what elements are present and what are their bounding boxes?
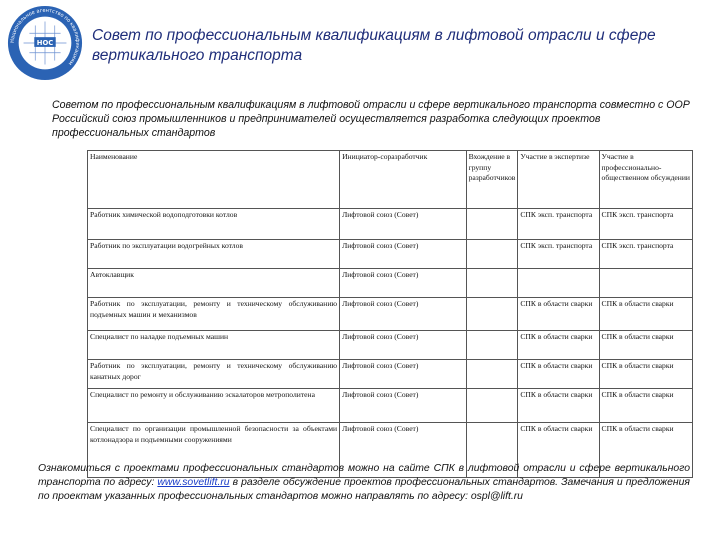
intro-paragraph: Советом по профессиональным квалификациям в лифтовой отрасли и сфере вертикального транспорта совместно с ООР Российский союз промышленников и предпринимателей осуществляется разработка следующих проектов профессиональных стандартов: [52, 99, 690, 139]
page-title: Совет по профессиональным квалификациям в лифтовой отрасли и сфере вертикального транспорта: [92, 27, 656, 64]
header-group: Вхождение в группу разработчиков: [466, 151, 518, 209]
cell-name: Работник по эксплуатации, ремонту и техническому обслуживанию подъемных машин и механизмов: [88, 298, 340, 331]
table-header-row: [88, 151, 693, 209]
table-row: [88, 209, 693, 240]
cell-name: Автоклавщик: [88, 269, 340, 298]
website-link[interactable]: www.sovetlift.ru: [157, 477, 230, 489]
cell-group: [466, 360, 518, 389]
header-discussion: Участие в профессионально-общественном обсуждении: [599, 151, 692, 209]
cell-name: Работник по эксплуатации водогрейных котлов: [88, 240, 340, 269]
table-row: [88, 298, 693, 331]
footer-text-after: в разделе обсуждение проектов профессиональных стандартов. Замечания и предложения по проектам указанных профессиональных стандартов можно направлять по адресу: ospl@lift.ru: [38, 477, 690, 503]
table-row: [88, 360, 693, 389]
cell-expertise: СПК в области сварки: [518, 331, 599, 360]
cell-expertise: СПК в области сварки: [518, 298, 599, 331]
header-initiator: Инициатор-соразработчик: [340, 151, 467, 209]
cell-expertise: [518, 269, 599, 298]
cell-expertise: СПК в области сварки: [518, 423, 599, 478]
logo-ring-text: Национальное агентство по квалификациям: [9, 7, 81, 67]
cell-name: Специалист по ремонту и обслуживанию эскалаторов метрополитена: [88, 389, 340, 423]
cell-initiator: Лифтовой союз (Совет): [340, 209, 467, 240]
cell-group: [466, 240, 518, 269]
council-logo: [6, 4, 84, 82]
cell-expertise: СПК эксп. транспорта: [518, 240, 599, 269]
cell-discussion: СПК в области сварки: [599, 423, 692, 478]
cell-initiator: Лифтовой союз (Совет): [340, 360, 467, 389]
table-row: [88, 331, 693, 360]
cell-initiator: Лифтовой союз (Совет): [340, 331, 467, 360]
cell-initiator: Лифтовой союз (Совет): [340, 298, 467, 331]
cell-expertise: СПК эксп. транспорта: [518, 209, 599, 240]
logo-center-text: НОС: [36, 38, 54, 47]
cell-expertise: СПК в области сварки: [518, 389, 599, 423]
cell-initiator: Лифтовой союз (Совет): [340, 389, 467, 423]
cell-name: Работник химической водоподготовки котлов: [88, 209, 340, 240]
cell-discussion: [599, 269, 692, 298]
cell-discussion: СПК в области сварки: [599, 360, 692, 389]
cell-discussion: СПК в области сварки: [599, 389, 692, 423]
footer-note: [38, 462, 690, 505]
cell-group: [466, 209, 518, 240]
cell-group: [466, 298, 518, 331]
cell-initiator: Лифтовой союз (Совет): [340, 240, 467, 269]
cell-name: Работник по эксплуатации, ремонту и техническому обслуживанию канатных дорог: [88, 360, 340, 389]
table-row: [88, 389, 693, 423]
cell-discussion: СПК в области сварки: [599, 331, 692, 360]
cell-name: Специалист по организации промышленной безопасности за объектами котлонадзора и подъемными сооружениями: [88, 423, 340, 478]
cell-discussion: СПК в области сварки: [599, 298, 692, 331]
footer-text-before: Ознакомиться с проектами профессиональных стандартов можно на сайте СПК в лифтовой отрасли и сфере вертикального транспорта по адресу:: [38, 463, 690, 489]
cell-group: [466, 331, 518, 360]
cell-initiator: Лифтовой союз (Совет): [340, 269, 467, 298]
table-row: [88, 269, 693, 298]
header-expertise: Участие в экспертизе: [518, 151, 599, 209]
table-row: [88, 240, 693, 269]
standards-table: [87, 150, 693, 478]
cell-group: [466, 389, 518, 423]
cell-group: [466, 269, 518, 298]
cell-initiator: Лифтовой союз (Совет): [340, 423, 467, 478]
cell-discussion: СПК эксп. транспорта: [599, 209, 692, 240]
header-name: Наименование: [88, 151, 340, 209]
cell-name: Специалист по наладке подъемных машин: [88, 331, 340, 360]
cell-expertise: СПК в области сварки: [518, 360, 599, 389]
cell-discussion: СПК эксп. транспорта: [599, 240, 692, 269]
